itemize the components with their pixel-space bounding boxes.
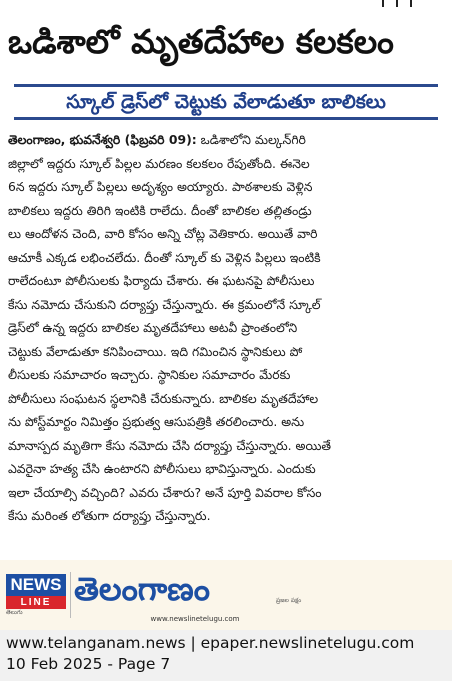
article-line: జిల్లాలో ఇద్దరు స్కూల్ పిల్లల మరణం కలకలం రేపుతోంది. ఈనెల [8,155,310,171]
dateline: తెలంగాణం, భువనేశ్వరి (ఫిబ్రవరి 09): [8,132,197,147]
newsline-logo-top: NEWS [6,574,66,596]
article-line: ను పోస్ట్‌మార్టం నిమిత్తం ప్రభుత్వ ఆసుపత్రికి తరలించారు. అను [8,414,305,429]
newsline-logo-sub: తెలుగు [6,609,23,616]
article-line: రాలేదంటూ పోలీసులకు ఫిర్యాదు చేశారు. ఈ ఘటనపై పోలీసులు [8,273,315,288]
newsline-logo [6,574,66,616]
article-line-text: ఒడిశాలోని మల్కన్‌గిరి [196,132,306,147]
article-line: కేసు మరింత లోతుగా దర్యాప్తు చేస్తున్నారు. [8,508,211,523]
article-line: 6న ఇద్దరు స్కూల్ పిల్లలు అదృశ్యం అయ్యారు. పాఠశాలకు వెళ్లిన [8,179,313,194]
footer-sites[interactable]: www.telanganam.news | epaper.newslinetelugu.com [6,634,415,652]
brand-banner [0,560,452,630]
article-line [8,128,444,152]
rule-tick [396,0,398,7]
footer-date-page: 10 Feb 2025 - Page 7 [6,655,171,673]
brand-website[interactable]: www.newslinetelugu.com [150,615,240,623]
article-line: చెట్టుకు వేలాడుతూ కనిపించాయి. ఇది గమించిన స్థానికులు పో [8,343,303,359]
headline: ఒడిశాలో మృతదేహాల కలకలం [8,22,394,61]
article-line: పోలీసులు సంఘటన స్థలానికి చేరుకున్నారు. బాలికల మృతదేహాల [8,390,319,406]
article-line: ఎవరైనా హత్య చేసి ఉంటారని పోలీసులు భావిస్తున్నారు. ఎందుకు [8,461,316,476]
telanganam-logo: తెలంగాణం [74,570,210,608]
article-line: ఇలా చేయాల్సి వచ్చింది? ఎవరు చేశారు? అనే పూర్తి వివరాల కోసం [8,484,322,500]
article-line: లీసులకు సమాచారం ఇచ్చారు. స్థానికుల సమాచారం మేరకు [8,367,291,382]
logo-divider [70,572,71,618]
telanganam-tagline: ప్రజల పక్షం [276,597,302,604]
newsline-logo-bottom: LINE [6,596,66,609]
footer [0,630,452,681]
rule-tick [410,0,412,7]
column-rule-top [0,0,452,8]
article-line: ఆచూకీ ఎక్కడ లభించలేదు. దీంతో స్కూల్ కు వెళ్లిన పిల్లలు ఇంటికి [8,249,321,265]
article-line: కేసు నమోదు చేసుకుని దర్యాప్తు చేస్తున్నారు. ఈ క్రమంలోనే స్కూల్ [8,296,321,312]
article-line: లు ఆందోళన చెంది, వారి కోసం అన్ని చోట్ల వెతికారు. అయితే వారి [8,226,318,241]
article-line: డ్రెస్‌లో ఉన్న ఇద్దరు బాలికల మృతదేహాలు అటవీ ప్రాంతంలోని [8,320,298,335]
article-line: బాలికలు ఇద్దరు తిరిగి ఇంటికి రాలేదు. దీంతో బాలికల తల్లితండ్రు [8,202,312,218]
subheadline: స్కూల్ డ్రెస్‌లో చెట్టుకు వేలాడుతూ బాలికలు [14,84,438,120]
article-body [8,128,444,552]
article-line: మానాస్పద మృతిగా కేసు నమోదు చేసి దర్యాప్తు చేస్తున్నారు. అయితే [8,437,332,453]
rule-tick [382,0,384,7]
